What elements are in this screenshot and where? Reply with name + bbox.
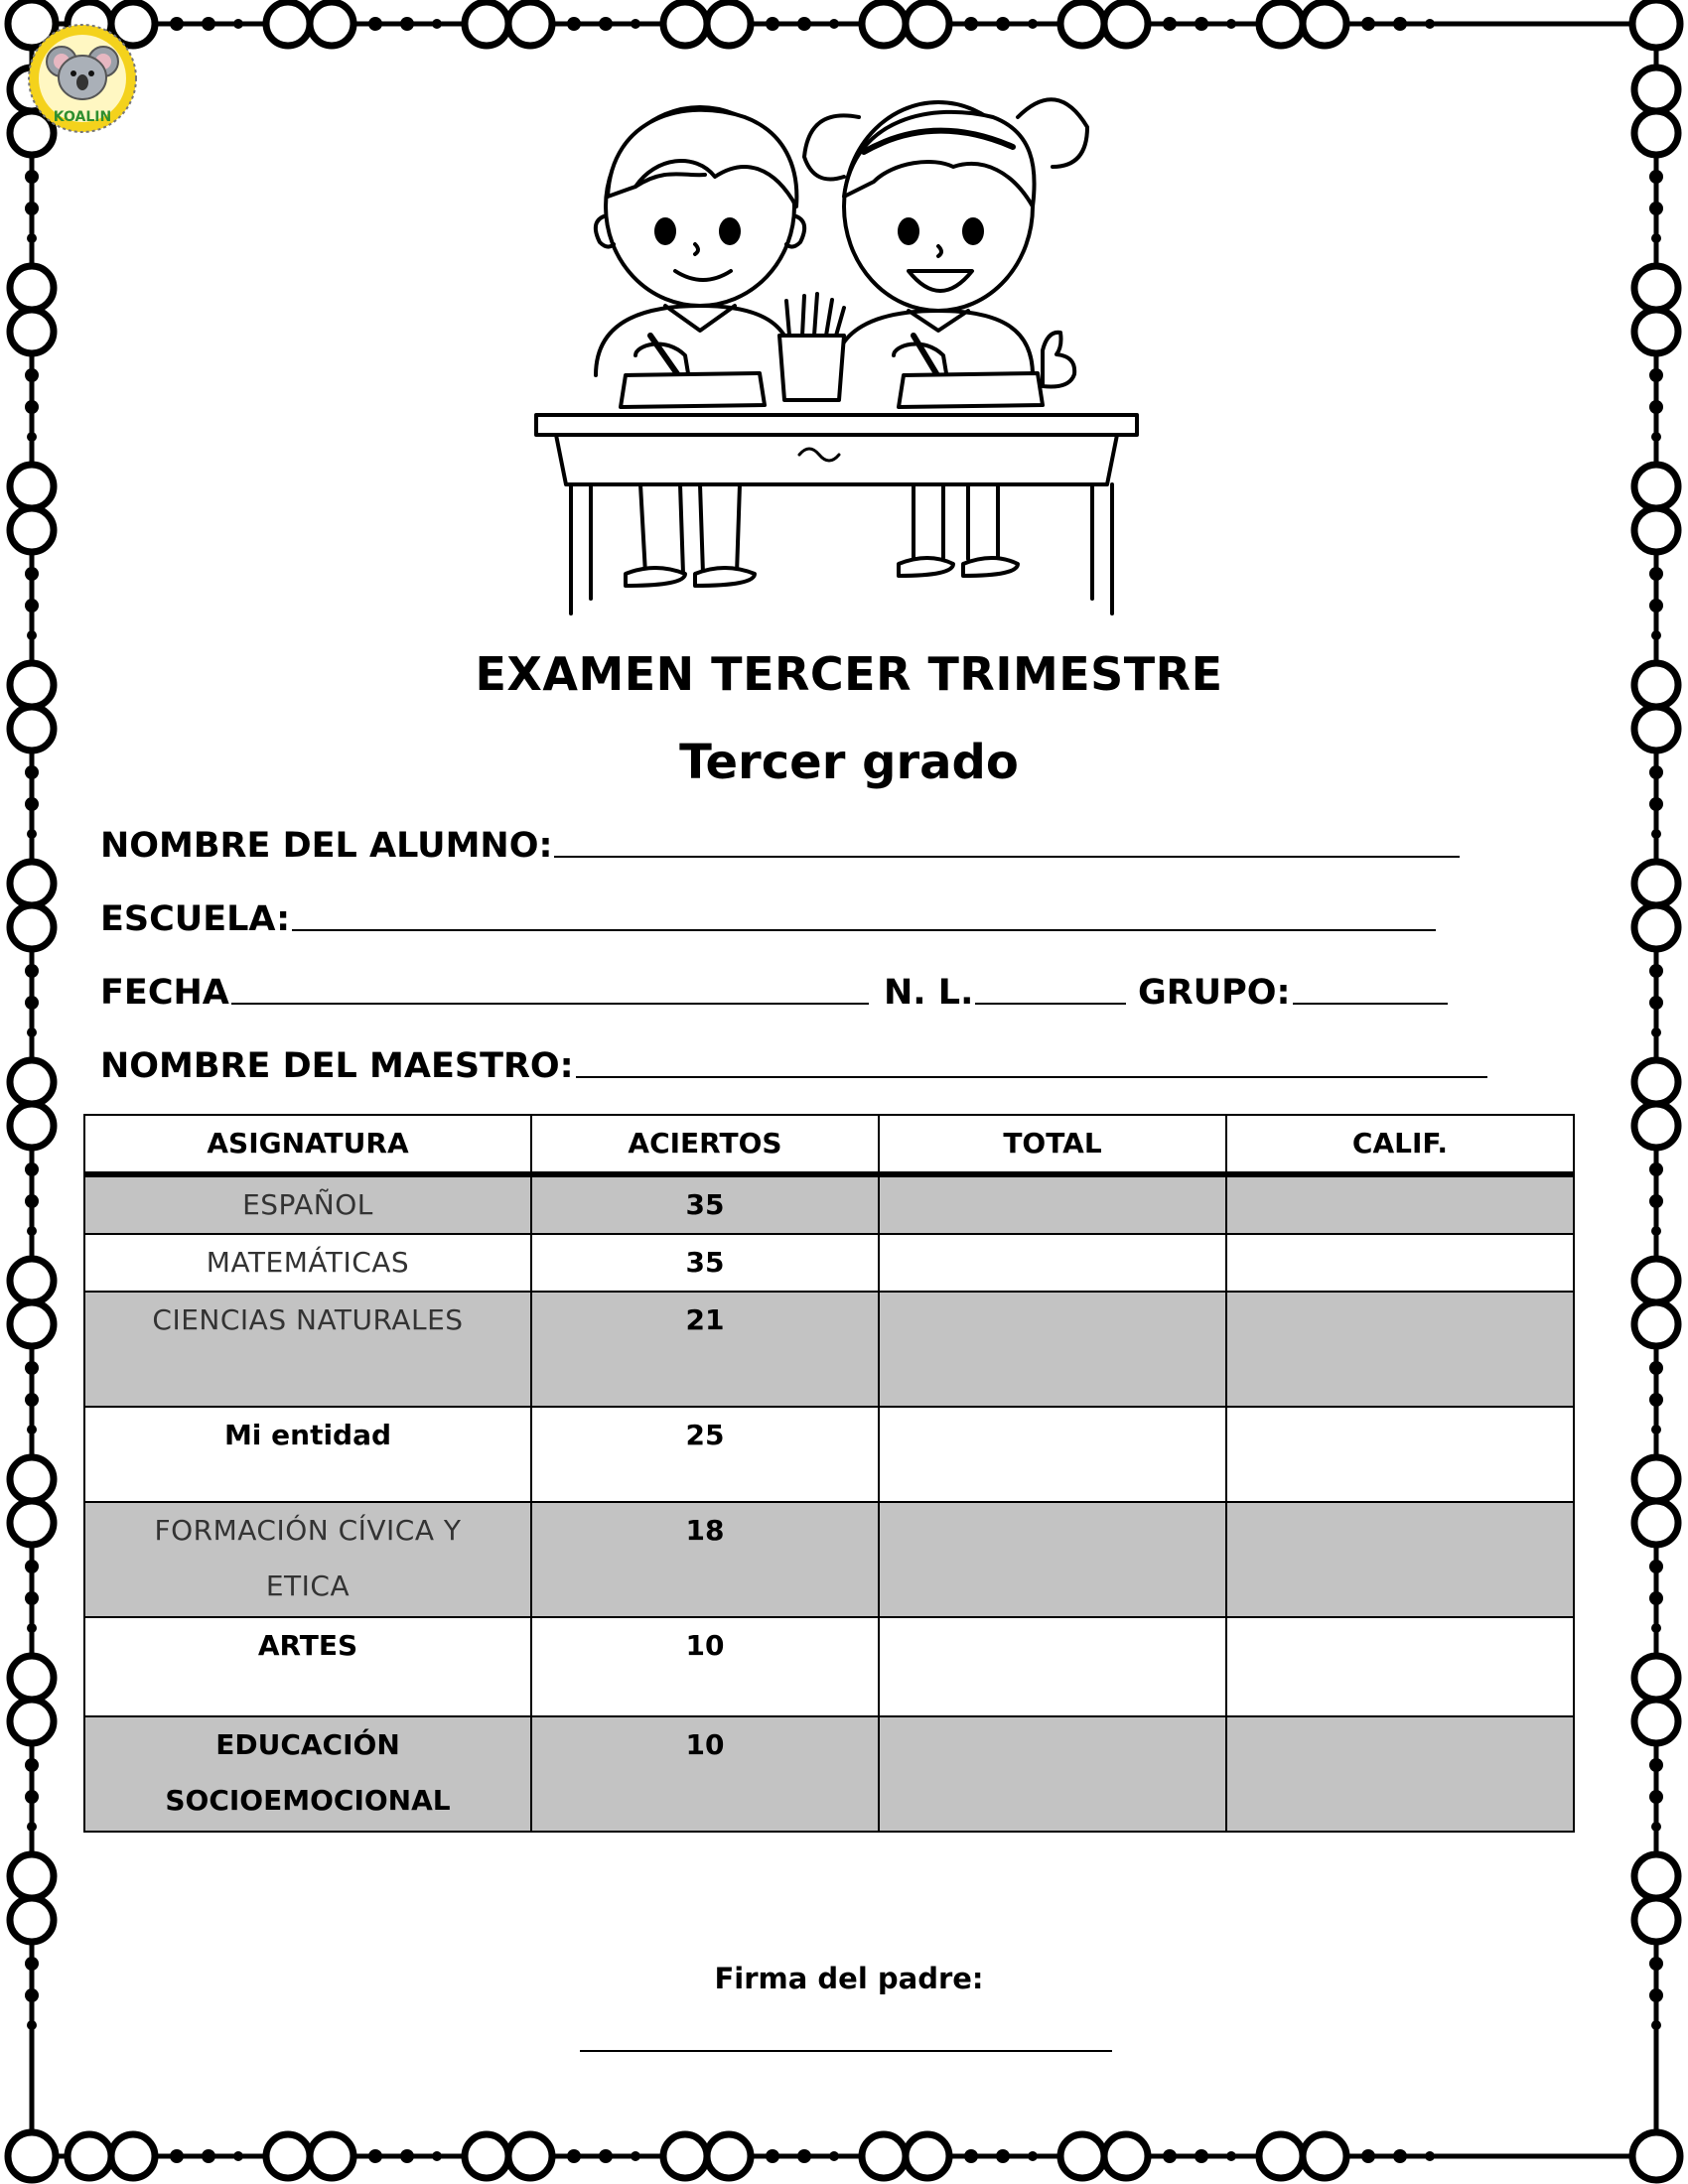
teacher-name-field[interactable]: [100, 1036, 1487, 1086]
koala-logo-icon: [26, 22, 139, 135]
signature-label: Firma del padre:: [714, 1962, 984, 1995]
children-at-desk-illustration: [516, 58, 1152, 623]
list-number-field[interactable]: [884, 963, 1126, 1013]
total-cell[interactable]: [879, 1407, 1226, 1502]
table-row: [84, 1407, 1574, 1502]
date-label: FECHA: [100, 973, 229, 1013]
grade-cell[interactable]: [1226, 1174, 1574, 1234]
group-field[interactable]: [1138, 963, 1448, 1013]
hits-cell: 18: [531, 1502, 879, 1617]
subject-cell: [84, 1174, 531, 1234]
subject-line: ETICA: [265, 1570, 351, 1602]
group-line[interactable]: [1293, 1003, 1448, 1005]
total-cell[interactable]: [879, 1502, 1226, 1617]
grade-cell[interactable]: [1226, 1234, 1574, 1292]
subject-line: FORMACIÓN CÍVICA Y: [154, 1514, 462, 1547]
group-label: GRUPO:: [1138, 973, 1291, 1013]
logo-text: KOALIN: [53, 109, 112, 125]
subject-cell: [84, 1502, 531, 1617]
hits-cell: 35: [531, 1174, 879, 1234]
signature-line[interactable]: [580, 2050, 1112, 2052]
subject-line: ESPAÑOL: [242, 1188, 373, 1221]
hits-cell: 21: [531, 1292, 879, 1407]
header-subject: ASIGNATURA: [84, 1115, 531, 1174]
subject-line: ARTES: [257, 1629, 358, 1662]
header-hits: ACIERTOS: [531, 1115, 879, 1174]
grade-cell[interactable]: [1226, 1502, 1574, 1617]
hits-cell: 25: [531, 1407, 879, 1502]
school-field[interactable]: [100, 889, 1436, 939]
table-row: [84, 1502, 1574, 1617]
grade-cell[interactable]: [1226, 1407, 1574, 1502]
hits-cell: 10: [531, 1617, 879, 1716]
exam-title: EXAMEN TERCER TRIMESTRE: [475, 647, 1223, 701]
date-line[interactable]: [231, 1003, 869, 1005]
hits-cell: 10: [531, 1716, 879, 1832]
table-row: [84, 1617, 1574, 1716]
list-number-line[interactable]: [975, 1003, 1126, 1005]
student-name-field[interactable]: [100, 816, 1460, 866]
total-cell[interactable]: [879, 1292, 1226, 1407]
grades-table: [83, 1114, 1575, 1833]
table-row: [84, 1292, 1574, 1407]
table-row: [84, 1716, 1574, 1832]
student-name-label: NOMBRE DEL ALUMNO:: [100, 826, 553, 866]
subject-line: Mi entidad: [223, 1419, 392, 1451]
subject-cell: [84, 1292, 531, 1407]
subject-line: SOCIOEMOCIONAL: [165, 1784, 451, 1817]
header-grade: CALIF.: [1226, 1115, 1574, 1174]
table-row: [84, 1234, 1574, 1292]
subject-cell: [84, 1234, 531, 1292]
date-field[interactable]: [100, 963, 869, 1013]
grade-cell[interactable]: [1226, 1716, 1574, 1832]
grade-cell[interactable]: [1226, 1292, 1574, 1407]
total-cell[interactable]: [879, 1234, 1226, 1292]
subject-cell: [84, 1716, 531, 1832]
hits-cell: 35: [531, 1234, 879, 1292]
grade-cell[interactable]: [1226, 1617, 1574, 1716]
header-total: TOTAL: [879, 1115, 1226, 1174]
school-line[interactable]: [292, 929, 1436, 931]
subject-line: MATEMÁTICAS: [206, 1246, 410, 1279]
list-number-label: N. L.: [884, 973, 974, 1013]
student-name-line[interactable]: [554, 856, 1460, 858]
school-label: ESCUELA:: [100, 899, 291, 939]
total-cell[interactable]: [879, 1174, 1226, 1234]
total-cell[interactable]: [879, 1716, 1226, 1832]
table-header-row: [84, 1115, 1574, 1174]
subject-cell: [84, 1407, 531, 1502]
subject-cell: [84, 1617, 531, 1716]
subject-line: CIENCIAS NATURALES: [152, 1303, 464, 1336]
teacher-name-line[interactable]: [576, 1076, 1487, 1078]
exam-grade: Tercer grado: [679, 735, 1019, 790]
subject-line: EDUCACIÓN: [215, 1728, 400, 1761]
teacher-name-label: NOMBRE DEL MAESTRO:: [100, 1046, 574, 1086]
total-cell[interactable]: [879, 1617, 1226, 1716]
table-row: [84, 1174, 1574, 1234]
